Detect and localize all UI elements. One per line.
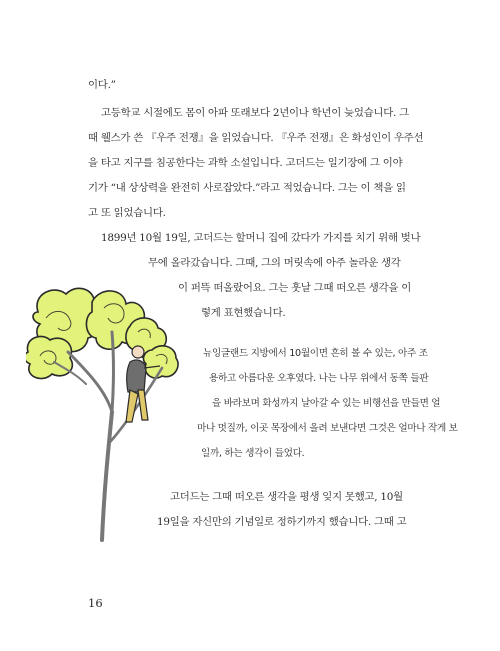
body-line: 고더드는 그때 떠오른 생각을 평생 잊지 못했고, 10월	[170, 491, 403, 503]
body-line: 고등학교 시절에도 몸이 아파 또래보다 2년이나 학년이 늦었습니다. 그	[101, 107, 409, 119]
tree-foliage	[26, 288, 178, 378]
quote-line: 마나 멋질까, 이곳 목장에서 올려 보낸다면 그것은 얼마나 작게 보	[197, 423, 458, 434]
body-line: 때 웰스가 쓴 『우주 전쟁』을 읽었습니다. 『우주 전쟁』은 화성인이 우주선	[88, 132, 424, 144]
body-line: 렇게 표현했습니다.	[201, 307, 286, 319]
quote-line: 을 바라보며 화성까지 날아갈 수 있는 비행선을 만들면 얼	[212, 398, 441, 409]
body-line: 19일을 자신만의 기념일로 정하기까지 했습니다. 그때 고	[157, 516, 407, 528]
boy-in-tree-illustration	[26, 282, 196, 542]
boy-shirt	[127, 360, 146, 392]
body-line: 1899년 10월 19일, 고더드는 할머니 집에 갔다가 가지를 치기 위해 벚나	[101, 232, 421, 244]
body-line: 이 퍼뜩 떠올랐어요. 그는 훗날 그때 떠오른 생각을 이	[178, 282, 412, 294]
page-number: 16	[88, 596, 103, 610]
body-line: 무에 올라갔습니다. 그때, 그의 머릿속에 아주 놀라운 생각	[148, 257, 401, 269]
quote-line: 뉴잉글랜드 지방에서 10월이면 흔히 볼 수 있는, 아주 조	[203, 348, 428, 359]
quote-line: 용하고 아름다운 오후였다. 나는 나무 위에서 동쪽 들판	[209, 373, 429, 384]
quote-line: 일까, 하는 생각이 들었다.	[201, 448, 305, 459]
body-line: 을 타고 지구를 침공한다는 과학 소설입니다. 고더드는 일기장에 그 이야	[88, 157, 403, 169]
boy-head	[132, 346, 144, 358]
body-line: 이다.”	[88, 79, 116, 91]
body-line: 고 또 읽었습니다.	[88, 207, 166, 219]
body-line: 기가 “내 상상력을 완전히 사로잡았다.”라고 적었습니다. 그는 이 책을 읽	[88, 182, 406, 194]
